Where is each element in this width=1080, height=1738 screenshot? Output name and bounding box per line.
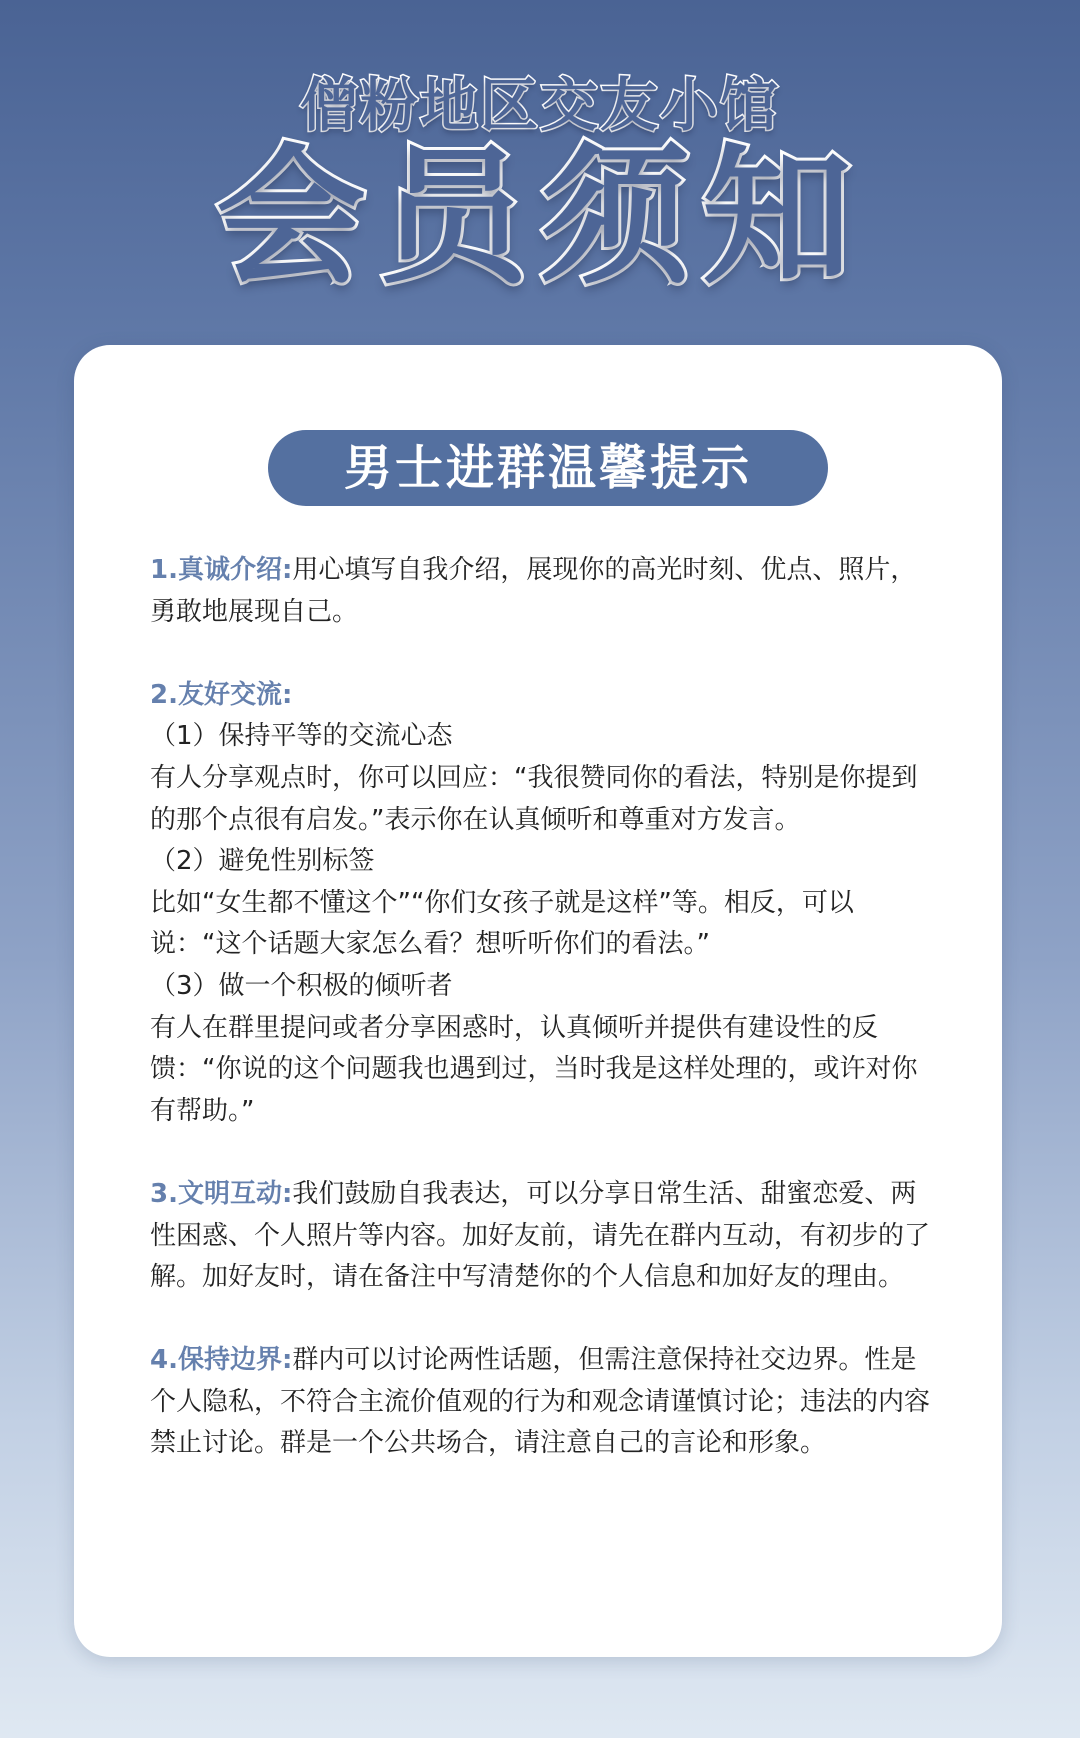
rule-text: 有人分享观点时，你可以回应：“我很赞同你的看法，特别是你提到的那个点很有启发。”表示你在认真倾听和尊重对方发言。	[150, 762, 918, 835]
rule-text: 比如“女生都不懂这个”“你们女孩子就是这样”等。相反，可以说：“这个话题大家怎么看？想听听你们的看法。”	[150, 887, 854, 960]
rule-section-1	[150, 550, 930, 633]
rule-label: 2.友好交流:	[150, 679, 293, 710]
rule-text: 群内可以讨论两性话题，但需注意保持社交边界。性是个人隐私，不符合主流价值观的行为和观念请谨慎讨论；违法的内容禁止讨论。群是一个公共场合，请注意自己的言论和形象。	[150, 1345, 931, 1459]
rule-subheading: （3）做一个积极的倾听者	[150, 970, 453, 1001]
section-title-pill: 男士进群温馨提示	[268, 430, 828, 506]
rule-label: 4.保持边界:	[150, 1345, 293, 1376]
rule-section-4	[150, 1340, 930, 1465]
rule-text: 用心填写自我介绍，展现你的高光时刻、优点、照片，勇敢地展现自己。	[150, 555, 917, 627]
rules-content	[150, 550, 930, 1507]
rule-subheading: （2）避免性别标签	[150, 846, 375, 877]
rule-label: 1.真诚介绍:	[150, 555, 293, 585]
rule-text: 有人在群里提问或者分享困惑时，认真倾听并提供有建设性的反馈：“你说的这个问题我也遇到过，当时我是这样处理的，或许对你有帮助。”	[150, 1012, 918, 1126]
page-title: 会员须知	[215, 131, 864, 305]
rule-text: 我们鼓励自我表达，可以分享日常生活、甜蜜恋爱、两性困惑、个人照片等内容。加好友前，请先在群内互动，有初步的了解。加好友时，请在备注中写清楚你的个人信息和加好友的理由。	[150, 1178, 931, 1293]
rule-section-2	[150, 675, 930, 1133]
rule-subheading: （1）保持平等的交流心态	[150, 721, 453, 752]
rule-label: 3.文明互动:	[150, 1178, 293, 1209]
header-subtitle: 僧粉地区交友小馆	[299, 71, 780, 139]
rule-section-3	[150, 1174, 930, 1299]
